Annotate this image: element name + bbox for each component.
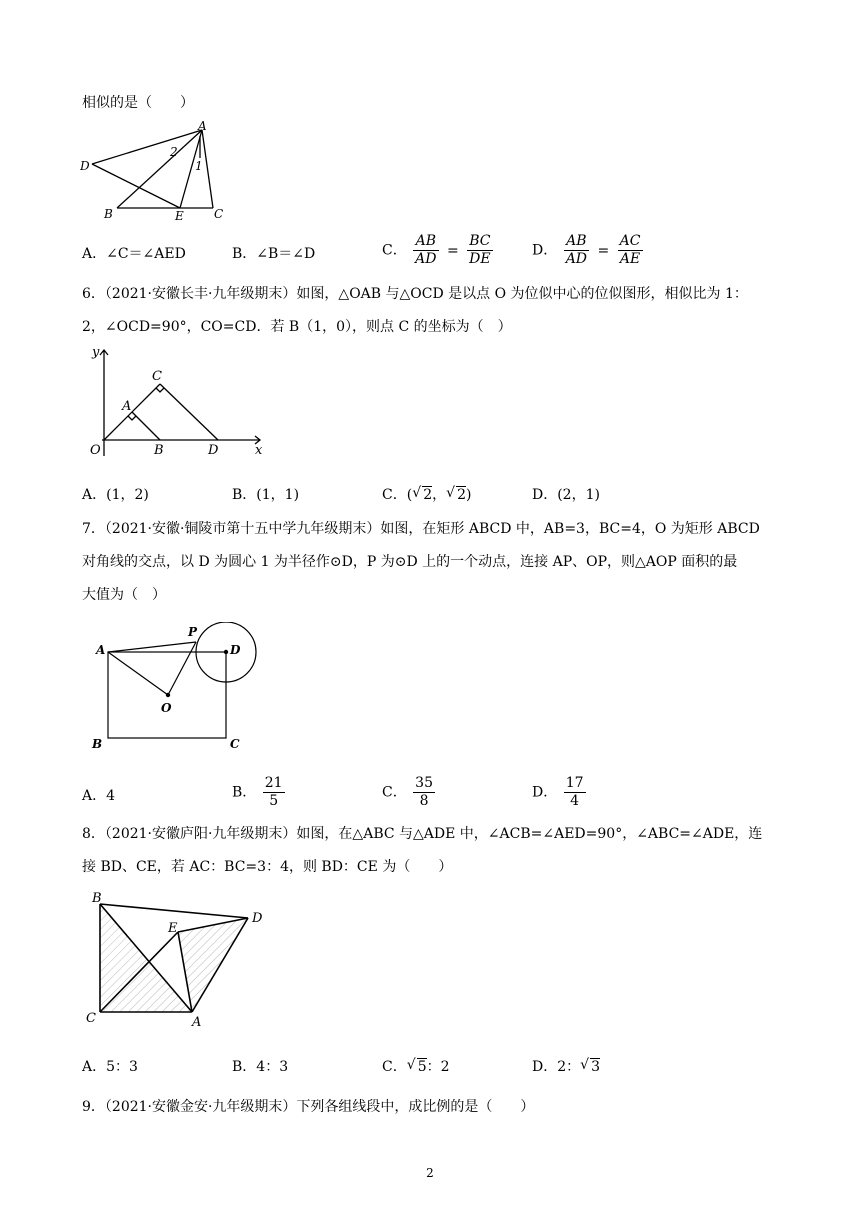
q6-label-x: x bbox=[255, 443, 263, 458]
q5-figure bbox=[80, 118, 240, 223]
q5-label-b: B bbox=[104, 207, 113, 221]
q5-label-d: D bbox=[80, 159, 90, 173]
q8-option-a: A．5：3 bbox=[82, 1059, 138, 1075]
fraction bbox=[263, 775, 285, 810]
fraction bbox=[413, 775, 435, 810]
q5-label-c: C bbox=[214, 207, 224, 221]
q7-label-d: D bbox=[230, 643, 241, 657]
q6-option-c-label: C．( bbox=[382, 487, 413, 503]
q7-option-d-label: D． bbox=[532, 784, 558, 801]
denominator: AE bbox=[619, 251, 641, 267]
separator: ， bbox=[432, 487, 447, 503]
denominator: 5 bbox=[269, 793, 279, 809]
fraction bbox=[618, 233, 643, 268]
q6-option-c bbox=[382, 484, 472, 504]
q6-label-c: C bbox=[152, 369, 162, 384]
q5-option-b: B．∠B＝∠D bbox=[232, 246, 316, 262]
q7-label-o: O bbox=[161, 701, 172, 715]
q7-option-c-label: C． bbox=[382, 784, 407, 801]
sqrt: √ 3 bbox=[590, 1058, 600, 1075]
q8-option-d-label: D．2： bbox=[532, 1059, 581, 1075]
q6-label-a: A bbox=[122, 399, 132, 414]
q5-label-a: A bbox=[198, 119, 207, 133]
q7-label-p: P bbox=[188, 625, 198, 639]
q8-label-d: D bbox=[252, 911, 263, 926]
q5-option-c-label: C． bbox=[382, 242, 407, 259]
denominator: AD bbox=[415, 251, 437, 267]
fraction bbox=[413, 233, 438, 268]
denominator: AD bbox=[565, 251, 588, 267]
fraction bbox=[564, 775, 586, 810]
q8-option-c bbox=[382, 1056, 450, 1076]
q7-option-b-label: B． bbox=[232, 784, 257, 801]
numerator: BC bbox=[467, 233, 492, 251]
q5-angle-1: 1 bbox=[195, 159, 203, 173]
q5-option-d-label: D． bbox=[532, 242, 558, 259]
q5-angle-2: 2 bbox=[170, 145, 178, 159]
numerator: 17 bbox=[565, 775, 584, 791]
q7-label-a: A bbox=[96, 643, 106, 657]
page-number: 2 bbox=[426, 1166, 434, 1180]
equals-sign: = bbox=[597, 242, 610, 259]
q6-option-a: A．(1，2) bbox=[82, 487, 149, 503]
fraction bbox=[467, 233, 492, 268]
q8-label-b: B bbox=[92, 891, 102, 906]
q7-label-c: C bbox=[230, 737, 240, 751]
q8-stem-line1: 8．（2021·安徽庐阳·九年级期末）如图，在△ABC 与△ADE 中，∠ACB=∠AED=90°，∠ABC=∠ADE，连 bbox=[82, 826, 763, 842]
numerator: 35 bbox=[415, 775, 433, 791]
q8-figure bbox=[82, 888, 272, 1033]
q8-label-c: C bbox=[86, 1011, 96, 1026]
q7-option-a: A．4 bbox=[82, 788, 116, 804]
fraction bbox=[564, 233, 589, 268]
q7-option-c bbox=[382, 775, 437, 810]
q7-figure bbox=[88, 622, 268, 754]
q7-option-b bbox=[232, 775, 287, 810]
q8-option-c-label: C． bbox=[382, 1059, 407, 1075]
q5-option-a: A．∠C＝∠AED bbox=[82, 246, 186, 262]
q7-option-d bbox=[532, 775, 588, 810]
sqrt: √ 2 bbox=[422, 486, 432, 503]
q5-option-c bbox=[382, 233, 495, 268]
numerator: AB bbox=[413, 233, 438, 251]
q7-label-b: B bbox=[92, 737, 103, 751]
sqrt: √ 5 bbox=[417, 1058, 427, 1075]
q6-stem-line1: 6．（2021·安徽长丰·九年级期末）如图，△OAB 与△OCD 是以点 O 为位似中心的位似图形，相似比为 1： bbox=[82, 286, 748, 302]
q8-stem-line2: 接 BD、CE，若 AC：BC=3：4，则 BD：CE 为（ ） bbox=[82, 859, 453, 875]
q6-label-y: y bbox=[92, 345, 100, 360]
q8-option-b: B．4：3 bbox=[232, 1059, 289, 1075]
close-paren: ) bbox=[466, 487, 472, 503]
numerator: AC bbox=[619, 233, 641, 249]
q8-option-d bbox=[532, 1056, 600, 1076]
q6-label-d: D bbox=[208, 443, 219, 458]
equals-sign: = bbox=[446, 242, 459, 259]
q7-stem-line3: 大值为（ ） bbox=[82, 587, 166, 603]
q6-label-b: B bbox=[154, 443, 164, 458]
sqrt: √ 2 bbox=[456, 486, 466, 503]
ratio-tail: ：2 bbox=[426, 1059, 450, 1075]
q8-label-e: E bbox=[168, 921, 178, 936]
q9-stem-line1: 9．（2021·安徽金安·九年级期末）下列各组线段中，成比例的是（ ） bbox=[82, 1099, 535, 1115]
q5-label-e: E bbox=[175, 209, 184, 223]
q7-stem-line1: 7．（2021·安徽·铜陵市第十五中学九年级期末）如图，在矩形 ABCD 中，AB=3，BC=4，O 为矩形 ABCD bbox=[82, 521, 760, 537]
denominator: 8 bbox=[419, 793, 429, 809]
q6-option-d: D．(2，1) bbox=[532, 487, 600, 503]
q6-label-o: O bbox=[90, 443, 101, 458]
numerator: 21 bbox=[264, 775, 283, 791]
q7-stem-line2: 对角线的交点，以 D 为圆心 1 为半径作⊙D，P 为⊙D 上的一个动点，连接 AP、OP，则△AOP 面积的最 bbox=[82, 554, 738, 570]
numerator: AB bbox=[564, 233, 589, 251]
q8-label-a: A bbox=[192, 1015, 202, 1030]
q6-figure bbox=[80, 344, 270, 462]
q5-option-d bbox=[532, 233, 645, 268]
q6-option-b: B．(1，1) bbox=[232, 487, 300, 503]
denominator: DE bbox=[469, 251, 491, 267]
q5-stem-tail: 相似的是（ ） bbox=[82, 95, 194, 111]
denominator: 4 bbox=[570, 793, 580, 809]
q6-stem-line2: 2，∠OCD=90°，CO=CD．若 B（1，0），则点 C 的坐标为（ ） bbox=[82, 319, 512, 335]
